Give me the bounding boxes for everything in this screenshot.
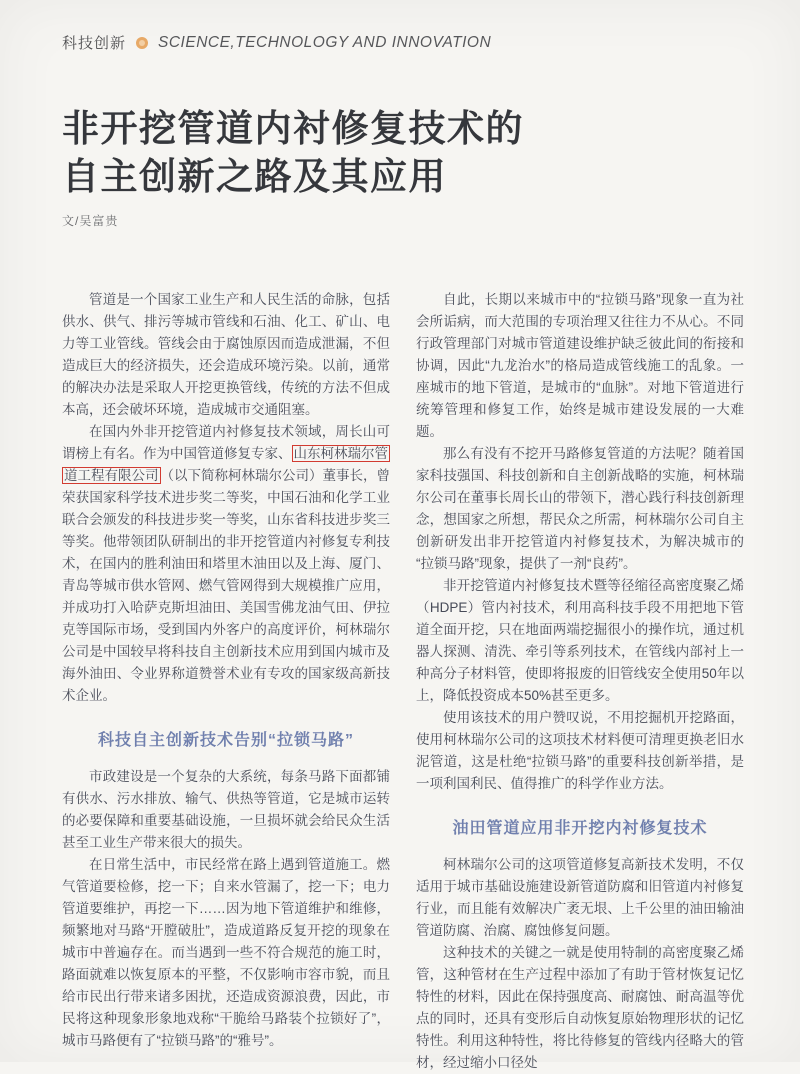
paragraph: 在日常生活中，市民经常在路上遇到管道施工。燃气管道要检修，挖一下；自来水管漏了，挖一下；电力管道要维护，再挖一下……因为地下管道维护和维修，频繁地对马路“开膛破肚”，造成道路反复开挖的现象在城市中普遍存在。而当遇到一些不符合规范的施工时，路面就难以恢复原本的平整，不仅影响市容市貌，而且给市民出行带来诸多困扰，还造成资源浪费，因此，市民将这种现象形象地戏称“干脆给马路装个拉锁好了”，城市马路便有了“拉锁马路”的“雅号”。	[62, 857, 390, 1048]
section-bullet-icon	[136, 37, 148, 49]
section-title-en: SCIENCE,TECHNOLOGY AND INNOVATION	[158, 33, 492, 51]
section-heading-innovation: 科技自主创新技术告别“拉锁马路”	[97, 732, 354, 749]
paragraph: 这种技术的关键之一就是使用特制的高密度聚乙烯管，这种管材在生产过程中添加了有助于管材恢复记忆特性的材料，因此在保持强度高、耐腐蚀、耐高温等优点的同时，还具有变形后自动恢复原始物理形状的记忆特性。利用这种特性，将比待修复的管线内径略大的管材，经过缩小口径处	[416, 945, 744, 1070]
highlighted-company-name: 山东柯林瑞尔管道工程有限公司	[64, 446, 388, 483]
paragraph: 市政建设是一个复杂的大系统，每条马路下面都铺有供水、污水排放、输气、供热等管道，它是城市运转的必要保障和重要基础设施，一旦损坏就会给民众生活甚至工业生产带来很大的损失。	[62, 769, 390, 850]
paragraph: 使用该技术的用户赞叹说，不用挖掘机开挖路面，使用柯林瑞尔公司的这项技术材料便可清理更换老旧水泥管道，这是杜绝“拉锁马路”的重要科技创新举措，是一项利国利民、值得推广的科学作业方法。	[416, 710, 744, 791]
right-column	[416, 289, 744, 1074]
page-header	[62, 32, 744, 53]
article-title-line2: 自主创新之路及其应用	[62, 156, 447, 197]
paragraph-text: （以下简称柯林瑞尔公司）董事长，曾荣获国家科学技术进步奖二等奖，中国石油和化学工业联合会颁发的科技进步奖一等奖，山东省科技进步奖三等奖。他带领团队研制出的非开挖管道内衬修复专利技术，在国内的胜利油田和塔里木油田以及上海、厦门、青岛等城市供水管网、燃气管网得到大规模推广应用，并成功打入哈萨克斯坦油田、美国雪佛龙油气田、伊拉克等国际市场，受到国内外客户的高度评价，柯林瑞尔公司是中国较早将科技自主创新技术应用到国内城市及海外油田、令业界称道赞誉术业有专攻的国家级高新技术企业。	[62, 468, 390, 703]
paragraph: 柯林瑞尔公司的这项管道修复高新技术发明，不仅适用于城市基础设施建设新管道防腐和旧管道内衬修复行业，而且能有效解决广袤无垠、上千公里的油田输油管道防腐、治腐、腐蚀修复问题。	[416, 857, 744, 938]
paragraph	[62, 421, 390, 707]
paragraph: 那么有没有不挖开马路修复管道的方法呢？随着国家科技强国、科技创新和自主创新战略的实施，柯林瑞尔公司在董事长周长山的带领下，潜心践行科技创新理念，想国家之所想，帮民众之所需，柯林瑞尔公司自主创新研发出非开挖管道内衬修复技术，为解决城市的“拉锁马路”现象，提供了一剂“良药”。	[416, 446, 744, 571]
article-title	[62, 105, 744, 201]
byline: 文/吴富贵	[62, 214, 119, 228]
paragraph-text: 在国内外非开挖管道内衬修复技术领域，周长山可谓榜上有名。作为中国管道修复专家、	[62, 424, 390, 461]
paragraph: 自此，长期以来城市中的“拉锁马路”现象一直为社会所诟病，而大范围的专项治理又往往力不从心。不同行政管理部门对城市管道建设维护缺乏彼此间的衔接和协调，因此“九龙治水”的格局造成管线施工的乱象。一座城市的地下管道，是城市的“血脉”。对地下管道进行统筹管理和修复工作，始终是城市建设发展的一大难题。	[416, 292, 744, 439]
left-column	[62, 289, 390, 1074]
section-heading-oilfield: 油田管道应用非开挖内衬修复技术	[452, 820, 708, 837]
article-body	[62, 289, 744, 1074]
section-title-cn: 科技创新	[62, 35, 127, 52]
paragraph: 管道是一个国家工业生产和人民生活的命脉，包括供水、供气、排污等城市管线和石油、化工、矿山、电力等工业管线。管线会由于腐蚀原因而造成泄漏，不但造成巨大的经济损失，还会造成环境污染。以前，通常的解决办法是采取人开挖更换管线，传统的方法不但成本高，还会破坏环境，造成城市交通阻塞。	[62, 292, 390, 417]
article-title-line1: 非开挖管道内衬修复技术的	[62, 108, 524, 149]
paragraph: 非开挖管道内衬修复技术暨等径缩径高密度聚乙烯（HDPE）管内衬技术，利用高科技手段不用把地下管道全面开挖，只在地面两端挖掘很小的操作坑，通过机器人探测、清洗、牵引等系列技术，在管线内部衬上一种高分子材料管，使即将报废的旧管线安全使用50年以上，降低投资成本50%甚至更多。	[416, 578, 744, 703]
